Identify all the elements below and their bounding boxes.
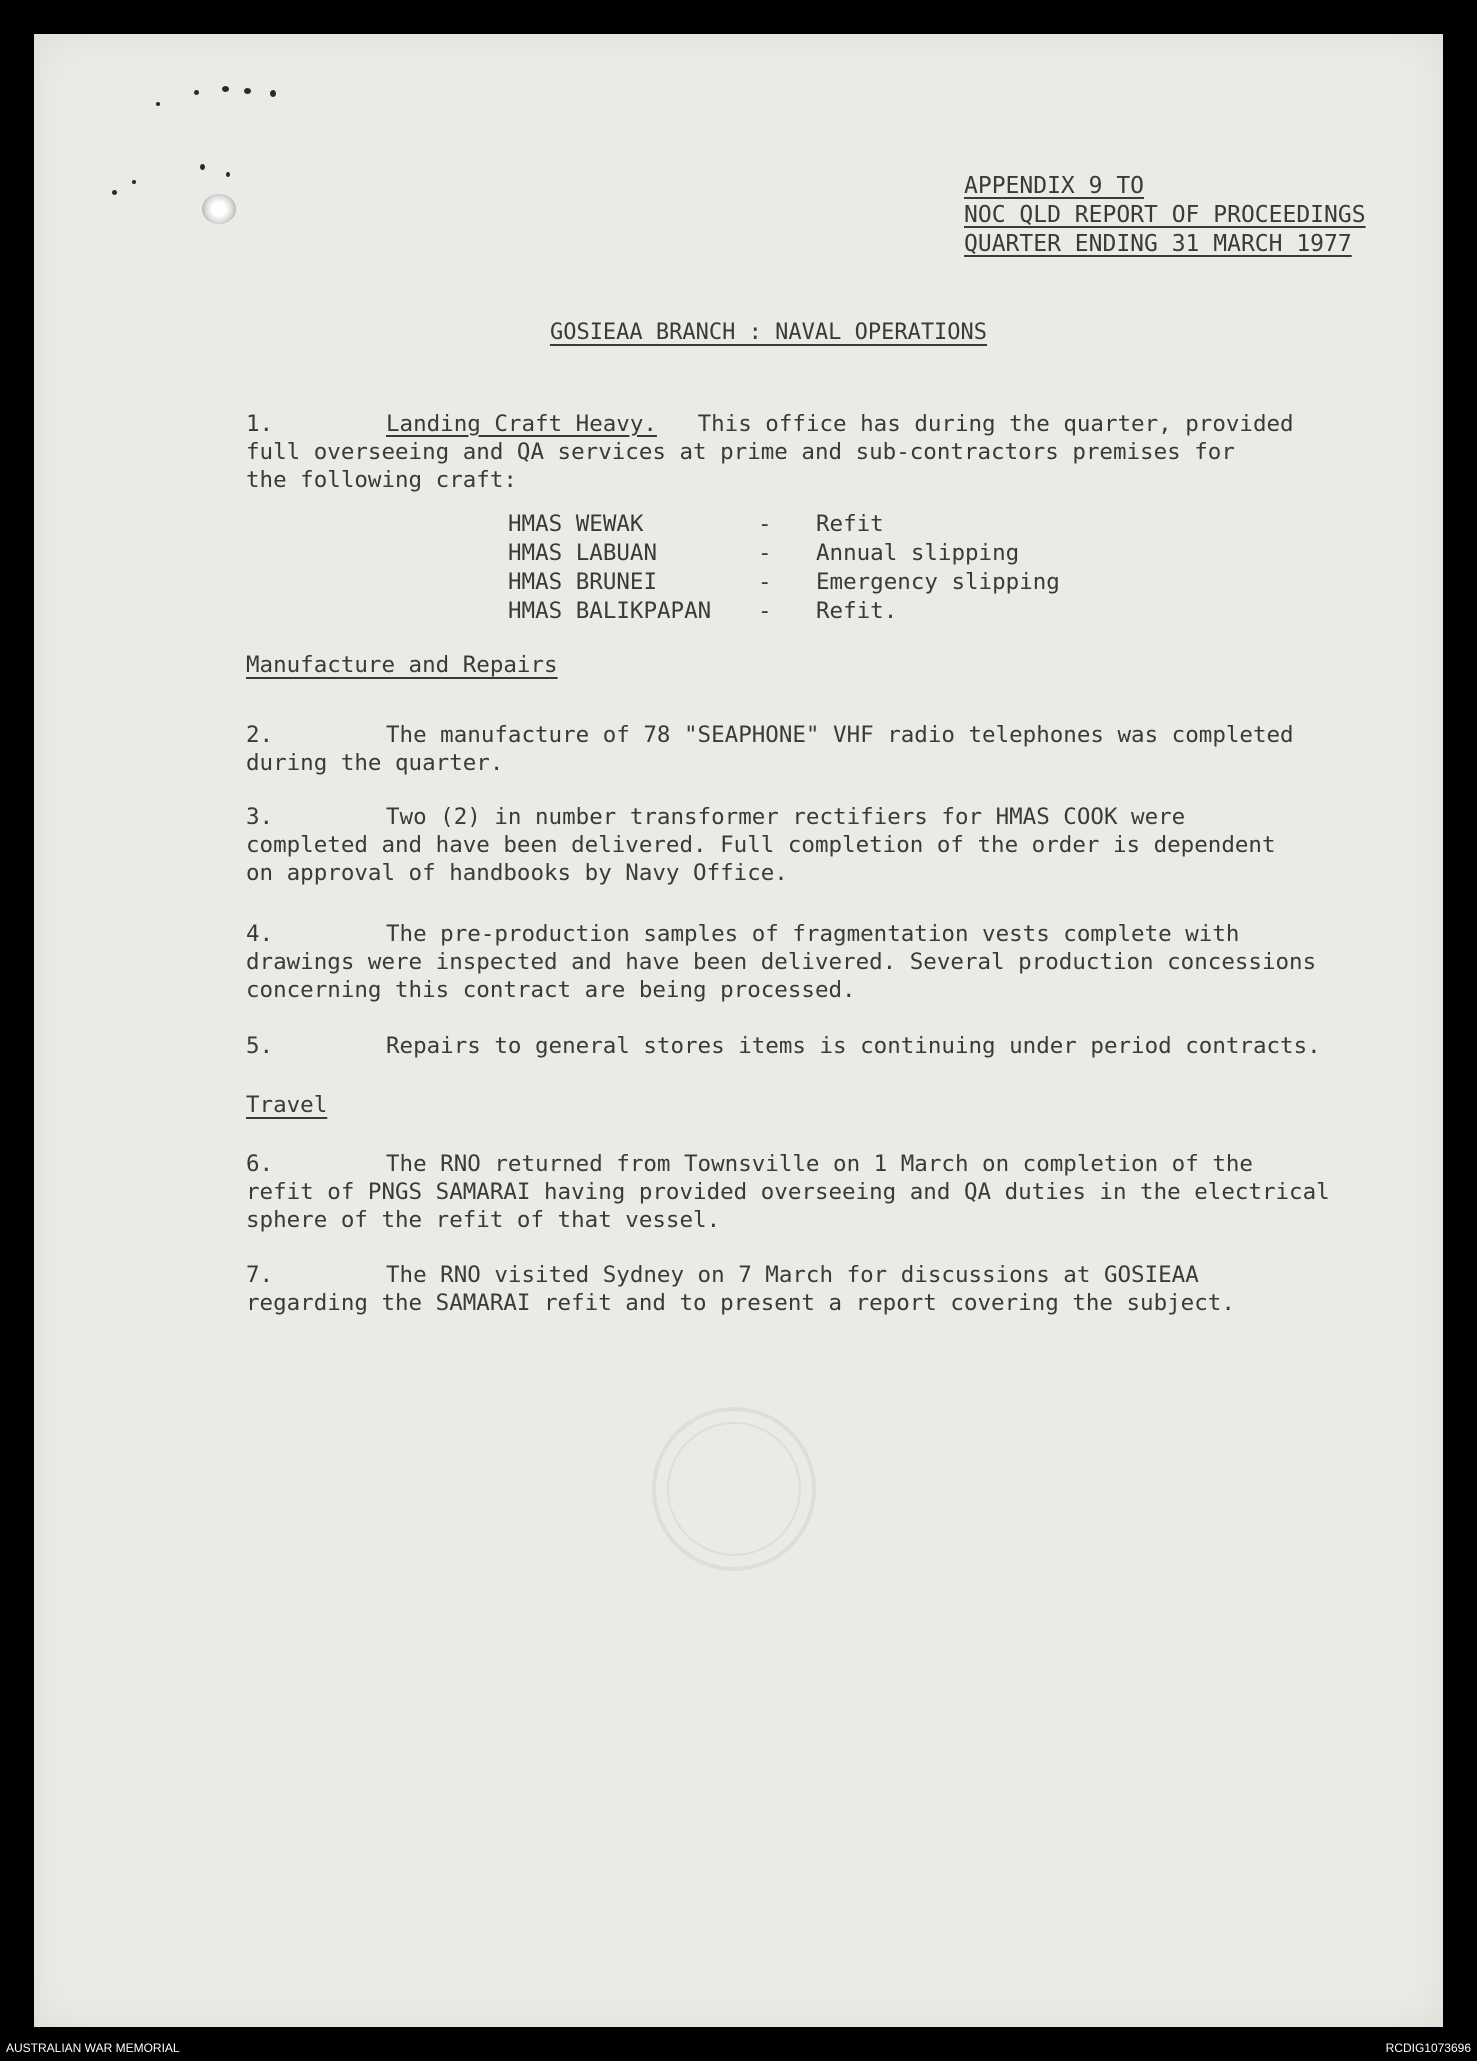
archive-footer [0, 2037, 1477, 2061]
paragraph-text: The pre-production samples of fragmentation vests complete with [386, 921, 1240, 947]
paragraph-number: 7. [246, 1262, 274, 1288]
paragraph-5 [246, 1032, 1376, 1060]
craft-task: Refit. [816, 598, 898, 624]
craft-name: HMAS BALIKPAPAN [508, 598, 712, 624]
paragraph-text: during the quarter. [246, 750, 504, 776]
craft-dash: - [758, 598, 772, 624]
paragraph-text: on approval of handbooks by Navy Office. [246, 860, 788, 886]
paragraph-heading: Landing Craft Heavy. [386, 411, 657, 437]
section-heading-manufacture: Manufacture and Repairs [246, 652, 558, 678]
paragraph-text: completed and have been delivered. Full completion of the order is dependent [246, 832, 1276, 858]
paragraph-number: 4. [246, 921, 274, 947]
craft-name: HMAS LABUAN [508, 540, 658, 566]
footer-credit: AUSTRALIAN WAR MEMORIAL [6, 2041, 180, 2055]
craft-dash: - [758, 511, 772, 537]
craft-task: Emergency slipping [816, 569, 1060, 595]
paragraph-text: The RNO returned from Townsville on 1 March on completion of the [386, 1151, 1253, 1177]
document-page [34, 34, 1443, 2027]
footer-record-id: RCDIG1073696 [1385, 2041, 1471, 2055]
paragraph-text: sphere of the refit of that vessel. [246, 1207, 721, 1233]
paragraph-1 [246, 410, 1376, 494]
list-item [508, 568, 1060, 597]
list-item [508, 510, 1060, 539]
paragraph-text: This office has during the quarter, provided [697, 411, 1294, 437]
paragraph-2 [246, 721, 1376, 777]
craft-name: HMAS WEWAK [508, 511, 644, 537]
craft-dash: - [758, 569, 772, 595]
document-title: GOSIEAA BRANCH : NAVAL OPERATIONS [549, 320, 988, 345]
paragraph-text: the following craft: [246, 467, 517, 493]
paragraph-text: Repairs to general stores items is continuing under period contracts. [386, 1033, 1321, 1059]
paragraph-number: 5. [246, 1033, 274, 1059]
paragraph-text: full overseeing and QA services at prime and sub-contractors premises for [246, 439, 1235, 465]
appendix-reference [964, 172, 1366, 259]
list-item [508, 539, 1060, 568]
paragraph-7 [246, 1261, 1376, 1317]
paragraph-number: 6. [246, 1151, 274, 1177]
craft-name: HMAS BRUNEI [508, 569, 658, 595]
paragraph-3 [246, 803, 1376, 887]
paragraph-text: The RNO visited Sydney on 7 March for discussions at GOSIEAA [386, 1262, 1199, 1288]
craft-dash: - [758, 540, 772, 566]
paragraph-4 [246, 920, 1376, 1004]
paragraph-number: 3. [246, 804, 274, 830]
paragraph-text: drawings were inspected and have been delivered. Several production concessions [246, 949, 1317, 975]
appendix-line: NOC QLD REPORT OF PROCEEDINGS [964, 202, 1366, 228]
appendix-line: QUARTER ENDING 31 MARCH 1977 [964, 231, 1352, 257]
craft-task: Annual slipping [816, 540, 1020, 566]
appendix-line: APPENDIX 9 TO [964, 173, 1145, 199]
craft-task: Refit [816, 511, 884, 537]
paragraph-text: concerning this contract are being processed. [246, 977, 856, 1003]
paragraph-text: regarding the SAMARAI refit and to present a report covering the subject. [246, 1290, 1235, 1316]
paragraph-6 [246, 1150, 1376, 1234]
list-item [508, 597, 1060, 626]
qa-watermark [634, 1404, 834, 1574]
paragraph-text: refit of PNGS SAMARAI having provided overseeing and QA duties in the electrical [246, 1179, 1330, 1205]
punch-holes [74, 54, 314, 254]
section-heading-travel: Travel [246, 1092, 328, 1118]
paragraph-number: 1. [246, 411, 274, 437]
paragraph-text: Two (2) in number transformer rectifiers for HMAS COOK were [386, 804, 1186, 830]
paragraph-number: 2. [246, 722, 274, 748]
paragraph-text: The manufacture of 78 "SEAPHONE" VHF radio telephones was completed [386, 722, 1294, 748]
craft-list [508, 510, 1060, 626]
